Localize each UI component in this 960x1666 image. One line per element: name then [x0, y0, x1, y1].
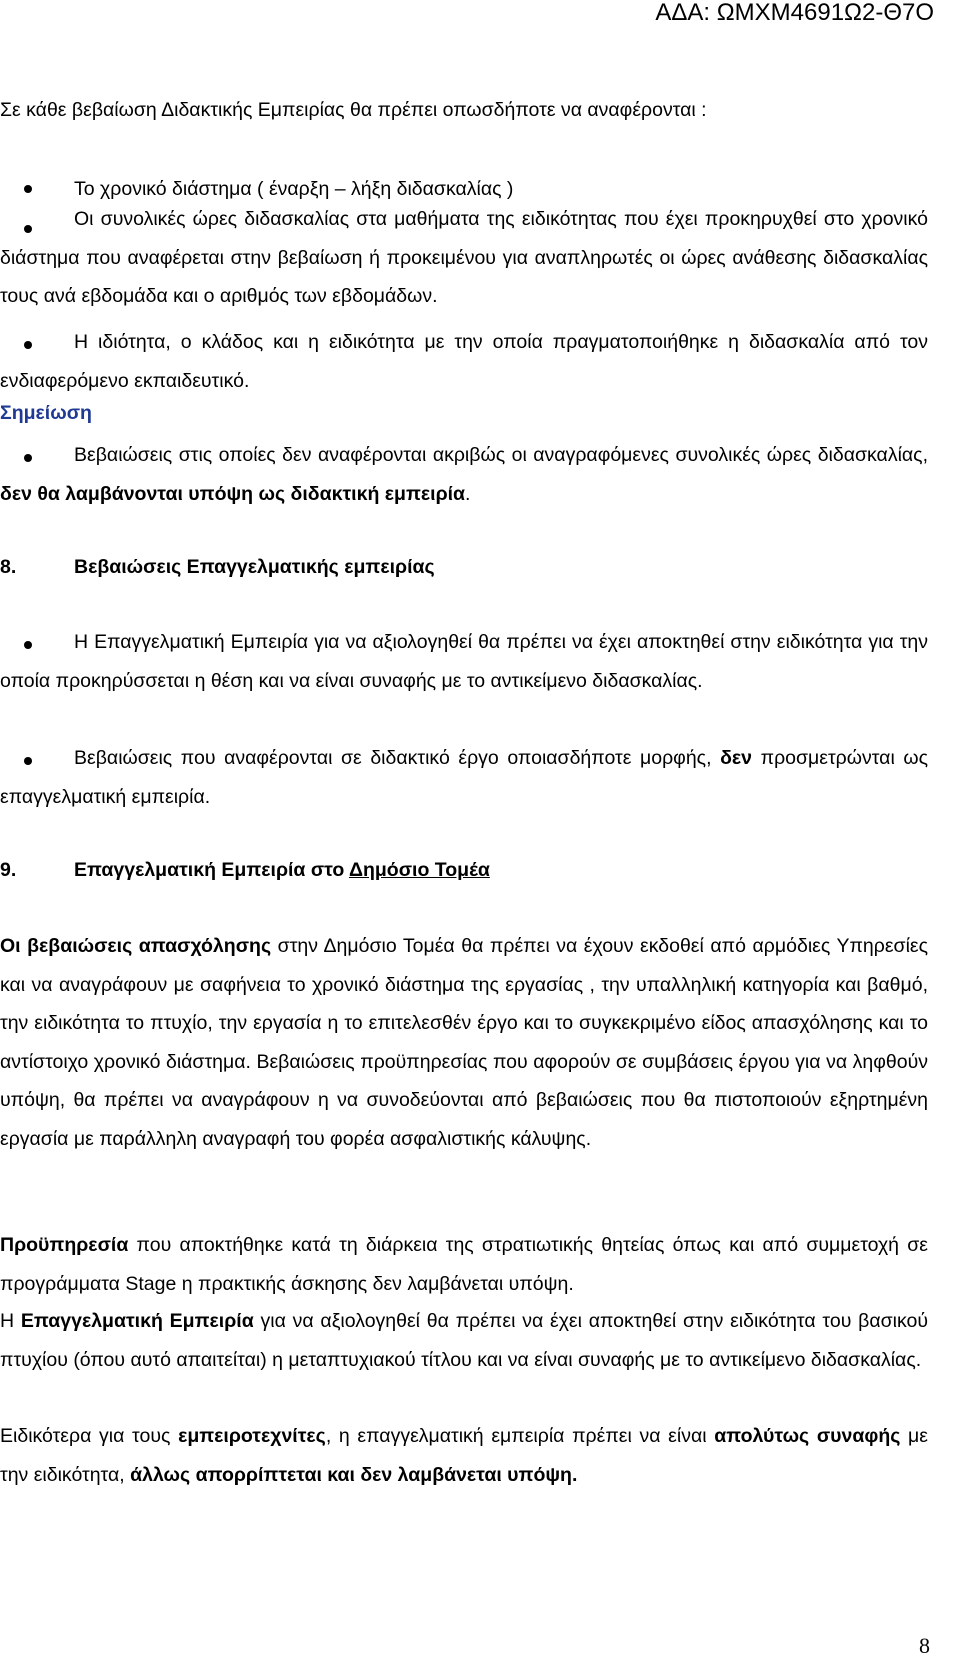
section-9-paragraph-2: Προϋπηρεσία που αποκτήθηκε κατά τη διάρκεια της στρατιωτικής θητείας όπως και από συμμετοχή σε προγράμματα Stage η πρακτικής άσκησης δεν λαμβάνεται υπόψη. — [0, 1234, 928, 1295]
bullet-teaching-hours: Οι συνολικές ώρες διδασκαλίας στα μαθήματα της ειδικότητας που έχει προκηρυχθεί στο χρονικό διάστημα που αναφέρεται στην βεβαίωση ή προκειμένου για αναπληρωτές οι ώρες ανάθεσης διδασκαλίας τους ανά εβδομάδα και ο αριθμός των εβδομάδων. — [0, 208, 928, 307]
section-9-number: 9. — [0, 859, 17, 881]
bullet-teaching-capacity: Η ιδιότητα, ο κλάδος και η ειδικότητα με την οποία πραγματοποιήθηκε η διδασκαλία από τον ενδιαφερόμενο εκπαιδευτικό. — [0, 331, 928, 392]
bullet-teaching-period: Το χρονικό διάστημα ( έναρξη – λήξη διδασκαλίας ) — [74, 178, 514, 200]
bullet-icon — [24, 185, 32, 193]
section-8-title: Βεβαιώσεις Επαγγελματικής εμπειρίας — [74, 556, 435, 578]
section-9-title: Επαγγελματική Εμπειρία στο Δημόσιο Τομέα — [74, 859, 490, 881]
note-heading: Σημείωση — [0, 402, 92, 424]
section-9-paragraph-4: Ειδικότερα για τους εμπειροτεχνίτες, η επαγγελματική εμπειρία πρέπει να είναι απολύτως συναφής με την ειδικότητα, άλλως απορρίπτεται και δεν λαμβάνεται υπόψη. — [0, 1425, 928, 1486]
page-number: 8 — [919, 1633, 930, 1658]
document-ada-header: ΑΔΑ: ΩΜΧΜ4691Ω2-Θ7Ο — [655, 0, 934, 26]
section-9-paragraph-1: Οι βεβαιώσεις απασχόλησης στην Δημόσιο Τομέα θα πρέπει να έχουν εκδοθεί από αρμόδιες Υπηρεσίες και να αναγράφουν με σαφήνεια το χρονικό διάστημα της εργασίας , την υπαλληλική κατηγορία και βαθμό, την ειδικότητα το πτυχίο, την εργασία η το επιτελεσθέν έργο και το συγκεκριμένο είδος απασχόλησης και το αντίστοιχο χρονικό διάστημα. Βεβαιώσεις προϋπηρεσίας που αφορούν σε συμβάσεις έργου για να ληφθούν υπόψη, θα πρέπει να αναγράφουν η να συνοδεύονται από βεβαιώσεις που θα πιστοποιούν εξηρτημένη εργασία με παράλληλη αναγραφή του φορέα ασφαλιστικής κάλυψης. — [0, 935, 929, 1150]
section-8-number: 8. — [0, 556, 17, 578]
section-8-bullet-1: Η Επαγγελματική Εμπειρία για να αξιολογηθεί θα πρέπει να έχει αποκτηθεί στην ειδικότητα για την οποία προκηρύσσεται η θέση και να είναι συναφής με το αντικείμενο διδασκαλίας. — [0, 631, 928, 692]
intro-text: Σε κάθε βεβαίωση Διδακτικής Εμπειρίας θα πρέπει οπωσδήποτε να αναφέρονται : — [0, 99, 707, 121]
note-text: Βεβαιώσεις στις οποίες δεν αναφέρονται ακριβώς οι αναγραφόμενες συνολικές ώρες διδασκαλίας, δεν θα λαμβάνονται υπόψη ως διδακτική εμπειρία. — [0, 444, 928, 505]
section-8-bullet-2: Βεβαιώσεις που αναφέρονται σε διδακτικό έργο οποιασδήποτε μορφής, δεν προσμετρώνται ως επαγγελματική εμπειρία. — [0, 747, 928, 808]
section-9-paragraph-3: Η Επαγγελματική Εμπειρία για να αξιολογηθεί θα πρέπει να έχει αποκτηθεί στην ειδικότητα του βασικού πτυχίου (όπου αυτό απαιτείται) η μεταπτυχιακού τίτλου και να είναι συναφής με το αντικείμενο διδασκαλίας. — [0, 1310, 929, 1371]
